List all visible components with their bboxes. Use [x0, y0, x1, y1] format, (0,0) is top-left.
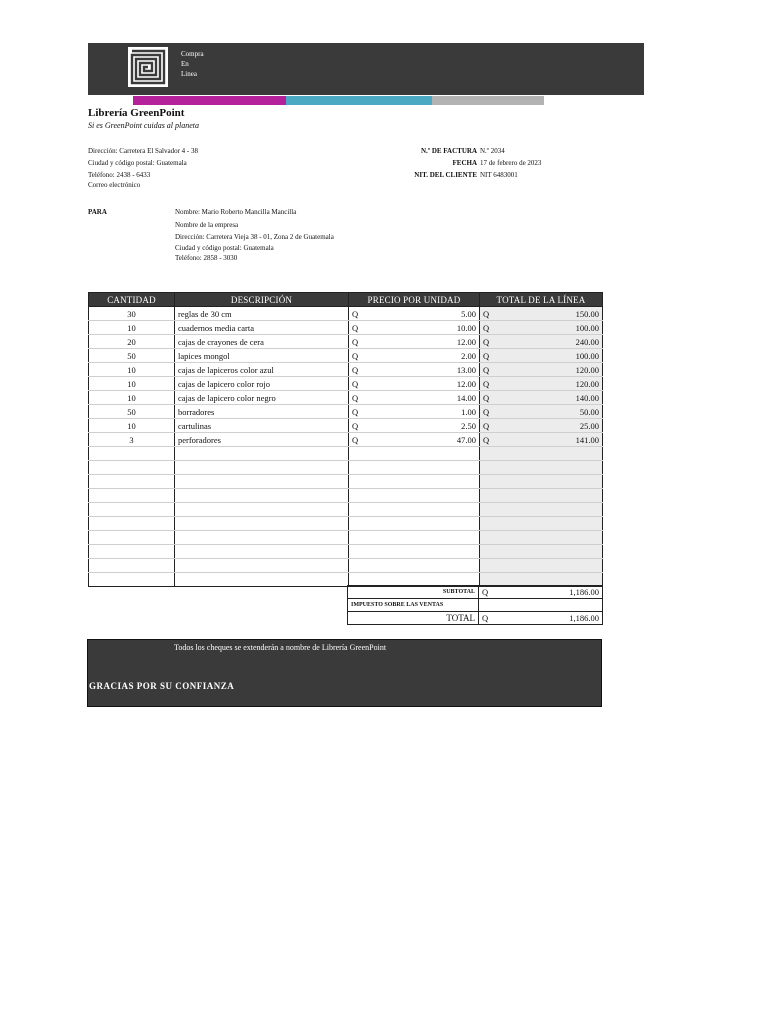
- unit-price-cell: [349, 335, 480, 349]
- recipient-address: Dirección: Carretera Vieja 38 - 01, Zona 2 de Guatemala: [175, 233, 334, 241]
- quantity-cell: 10: [89, 321, 175, 335]
- company-name: Librería GreenPoint: [88, 107, 185, 119]
- table-row: [89, 489, 603, 503]
- description-cell: [175, 447, 349, 461]
- column-header-quantity: CANTIDAD: [89, 293, 175, 307]
- unit-price-value: 2.00: [461, 350, 476, 361]
- unit-price-cell: [349, 433, 480, 447]
- table-header-row: [89, 293, 603, 307]
- line-total-value: 150.00: [575, 308, 599, 319]
- description-cell: cuadernos media carta: [175, 321, 349, 335]
- total-label: TOTAL: [348, 612, 479, 625]
- description-cell: perforadores: [175, 433, 349, 447]
- column-header-description: DESCRIPCIÓN: [175, 293, 349, 307]
- summary-table: [347, 585, 602, 625]
- unit-price-cell: [349, 531, 480, 545]
- quantity-cell: [89, 489, 175, 503]
- currency-symbol: Q: [483, 364, 490, 375]
- line-total-value: 120.00: [575, 364, 599, 375]
- quantity-cell: [89, 517, 175, 531]
- unit-price-cell: [349, 489, 480, 503]
- unit-price-cell: [349, 475, 480, 489]
- unit-price-value: 14.00: [456, 392, 476, 403]
- unit-price-cell: [349, 461, 480, 475]
- table-row: [89, 517, 603, 531]
- table-row: [89, 559, 603, 573]
- currency-symbol: Q: [352, 420, 359, 431]
- subtotal-value: 1,186.00: [569, 587, 599, 597]
- table-row: [89, 545, 603, 559]
- description-cell: [175, 531, 349, 545]
- unit-price-cell: [349, 391, 480, 405]
- total-row: [348, 612, 603, 625]
- table-row: [89, 307, 603, 321]
- quantity-cell: [89, 573, 175, 587]
- table-row: [89, 433, 603, 447]
- line-total-value: 120.00: [575, 378, 599, 389]
- line-total-cell: [480, 349, 603, 363]
- unit-price-value: 5.00: [461, 308, 476, 319]
- line-total-cell: [480, 545, 603, 559]
- currency-symbol: Q: [352, 392, 359, 403]
- footer-note: Todos los cheques se extenderán a nombre de Librería GreenPoint: [174, 643, 387, 652]
- sender-phone: Teléfono: 2438 - 6433: [88, 171, 151, 179]
- quantity-cell: [89, 475, 175, 489]
- table-row: [89, 447, 603, 461]
- unit-price-cell: [349, 363, 480, 377]
- unit-price-cell: [349, 349, 480, 363]
- column-header-line-total: TOTAL DE LA LÍNEA: [480, 293, 603, 307]
- items-body: [89, 307, 603, 587]
- table-row: [89, 349, 603, 363]
- client-id-value: NIT 6483001: [480, 171, 518, 179]
- table-row: [89, 377, 603, 391]
- currency-symbol: Q: [352, 434, 359, 445]
- unit-price-value: 12.00: [456, 336, 476, 347]
- table-row: [89, 335, 603, 349]
- line-total-value: 141.00: [575, 434, 599, 445]
- quantity-cell: [89, 447, 175, 461]
- currency-symbol: Q: [483, 350, 490, 361]
- currency-symbol: Q: [483, 378, 490, 389]
- description-cell: cajas de lapiceros color azul: [175, 363, 349, 377]
- quantity-cell: 10: [89, 363, 175, 377]
- line-total-cell: [480, 335, 603, 349]
- quantity-cell: 50: [89, 405, 175, 419]
- quantity-cell: 20: [89, 335, 175, 349]
- description-cell: [175, 573, 349, 587]
- company-slogan: Si es GreenPoint cuidas al planeta: [88, 121, 200, 130]
- color-stripe-blue: [286, 96, 432, 105]
- quantity-cell: 50: [89, 349, 175, 363]
- quantity-cell: [89, 545, 175, 559]
- table-row: [89, 419, 603, 433]
- unit-price-value: 1.00: [461, 406, 476, 417]
- invoice-date-value: 17 de febrero de 2023: [480, 159, 542, 167]
- unit-price-value: 13.00: [456, 364, 476, 375]
- description-cell: cajas de crayones de cera: [175, 335, 349, 349]
- line-total-cell: [480, 391, 603, 405]
- unit-price-cell: [349, 503, 480, 517]
- description-cell: cajas de lapicero color rojo: [175, 377, 349, 391]
- line-total-value: 240.00: [575, 336, 599, 347]
- recipient-company: Nombre de la empresa: [175, 221, 239, 229]
- currency-symbol: Q: [352, 406, 359, 417]
- total-value: 1,186.00: [569, 613, 599, 623]
- currency-symbol: Q: [352, 378, 359, 389]
- description-cell: borradores: [175, 405, 349, 419]
- currency-symbol: Q: [352, 350, 359, 361]
- description-cell: cartulinas: [175, 419, 349, 433]
- table-row: [89, 461, 603, 475]
- currency-symbol: Q: [482, 587, 489, 597]
- description-cell: reglas de 30 cm: [175, 307, 349, 321]
- line-total-cell: [480, 405, 603, 419]
- line-total-cell: [480, 517, 603, 531]
- logo-text-line: Linea: [181, 70, 197, 78]
- unit-price-cell: [349, 307, 480, 321]
- line-total-value: 100.00: [575, 322, 599, 333]
- unit-price-value: 12.00: [456, 378, 476, 389]
- items-table: [88, 292, 602, 587]
- sender-email: Correo electrónico: [88, 181, 141, 189]
- line-total-cell: [480, 461, 603, 475]
- line-total-cell: [480, 321, 603, 335]
- line-total-cell: [480, 433, 603, 447]
- subtotal-label: SUBTOTAL: [348, 586, 479, 599]
- line-total-value: 100.00: [575, 350, 599, 361]
- quantity-cell: 3: [89, 433, 175, 447]
- recipient-name: Nombre: Mario Roberto Mancilla Mancilla: [175, 208, 297, 216]
- thanks-message: GRACIAS POR SU CONFIANZA: [89, 681, 235, 691]
- client-id-label: NIT. DEL CLIENTE: [414, 171, 477, 179]
- logo-text-line: En: [181, 60, 189, 68]
- logo-text: [181, 49, 204, 79]
- invoice-date-label: FECHA: [452, 159, 477, 167]
- currency-symbol: Q: [352, 308, 359, 319]
- quantity-cell: 10: [89, 391, 175, 405]
- unit-price-cell: [349, 545, 480, 559]
- unit-price-cell: [349, 377, 480, 391]
- line-total-value: 25.00: [579, 420, 599, 431]
- line-total-value: 50.00: [579, 406, 599, 417]
- currency-symbol: Q: [483, 322, 490, 333]
- unit-price-cell: [349, 447, 480, 461]
- unit-price-cell: [349, 321, 480, 335]
- unit-price-cell: [349, 517, 480, 531]
- table-row: [89, 475, 603, 489]
- tax-row: [348, 599, 603, 612]
- invoice-number-value: N.º 2034: [480, 147, 505, 155]
- currency-symbol: Q: [483, 392, 490, 403]
- description-cell: [175, 545, 349, 559]
- table-row: [89, 363, 603, 377]
- line-total-cell: [480, 419, 603, 433]
- recipient-label: PARA: [88, 208, 107, 216]
- sender-address: Dirección: Carretera El Salvador 4 - 38: [88, 147, 199, 155]
- subtotal-row: [348, 586, 603, 599]
- currency-symbol: Q: [352, 322, 359, 333]
- maze-logo-icon: [128, 47, 168, 87]
- sender-city: Ciudad y código postal: Guatemala: [88, 159, 187, 167]
- unit-price-cell: [349, 405, 480, 419]
- tax-value: [479, 599, 603, 612]
- quantity-cell: [89, 461, 175, 475]
- quantity-cell: [89, 559, 175, 573]
- recipient-city: Ciudad y código postal: Guatemala: [175, 244, 274, 252]
- line-total-cell: [480, 559, 603, 573]
- header-band: [88, 43, 644, 95]
- unit-price-cell: [349, 559, 480, 573]
- unit-price-value: 2.50: [461, 420, 476, 431]
- unit-price-cell: [349, 419, 480, 433]
- line-total-cell: [480, 307, 603, 321]
- table-row: [89, 405, 603, 419]
- currency-symbol: Q: [483, 434, 490, 445]
- quantity-cell: [89, 503, 175, 517]
- currency-symbol: Q: [483, 308, 490, 319]
- recipient-phone: Teléfono: 2858 - 3030: [175, 254, 238, 262]
- unit-price-value: 10.00: [456, 322, 476, 333]
- quantity-cell: 10: [89, 377, 175, 391]
- line-total-cell: [480, 447, 603, 461]
- table-row: [89, 321, 603, 335]
- line-total-cell: [480, 531, 603, 545]
- currency-symbol: Q: [352, 364, 359, 375]
- subtotal-cell: [479, 586, 603, 599]
- unit-price-value: 47.00: [456, 434, 476, 445]
- currency-symbol: Q: [483, 336, 490, 347]
- table-row: [89, 503, 603, 517]
- currency-symbol: Q: [483, 406, 490, 417]
- logo-text-line: Compra: [181, 50, 204, 58]
- quantity-cell: 30: [89, 307, 175, 321]
- description-cell: [175, 461, 349, 475]
- total-cell: [479, 612, 603, 625]
- description-cell: lapices mongol: [175, 349, 349, 363]
- table-row: [89, 391, 603, 405]
- description-cell: cajas de lapicero color negro: [175, 391, 349, 405]
- currency-symbol: Q: [483, 420, 490, 431]
- invoice-number-label: N.º DE FACTURA: [420, 147, 477, 155]
- column-header-unit-price: PRECIO POR UNIDAD: [349, 293, 480, 307]
- description-cell: [175, 489, 349, 503]
- color-stripe-gray: [432, 96, 544, 105]
- quantity-cell: [89, 531, 175, 545]
- description-cell: [175, 559, 349, 573]
- line-total-cell: [480, 475, 603, 489]
- line-total-cell: [480, 503, 603, 517]
- table-row: [89, 531, 603, 545]
- description-cell: [175, 517, 349, 531]
- tax-label: IMPUESTO SOBRE LAS VENTAS: [348, 599, 479, 612]
- description-cell: [175, 503, 349, 517]
- currency-symbol: Q: [482, 613, 489, 623]
- currency-symbol: Q: [352, 336, 359, 347]
- line-total-cell: [480, 377, 603, 391]
- line-total-value: 140.00: [575, 392, 599, 403]
- color-stripe-magenta: [133, 96, 286, 105]
- line-total-cell: [480, 489, 603, 503]
- line-total-cell: [480, 363, 603, 377]
- description-cell: [175, 475, 349, 489]
- quantity-cell: 10: [89, 419, 175, 433]
